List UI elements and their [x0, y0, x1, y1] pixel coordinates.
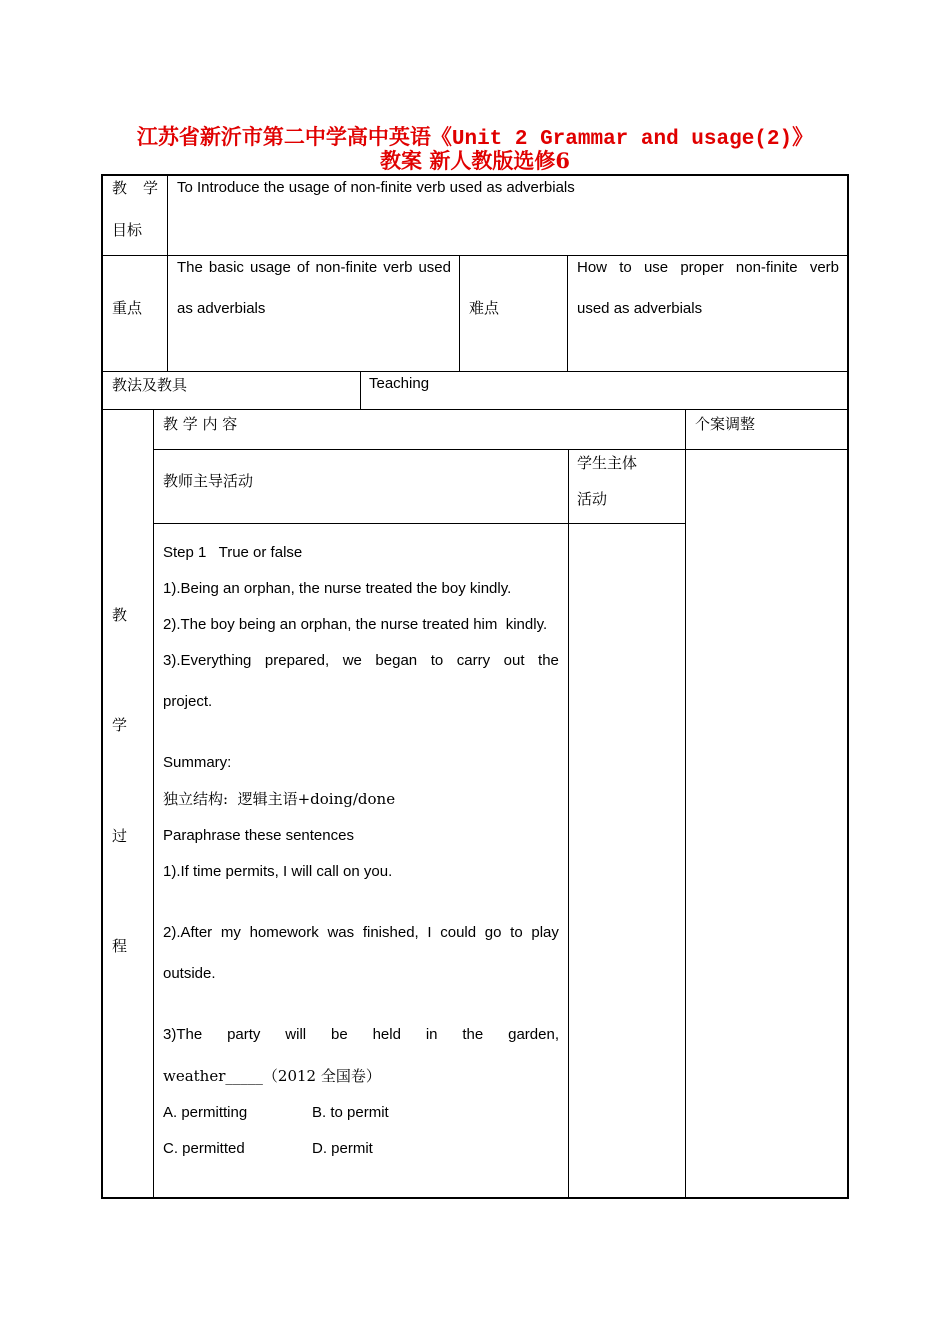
- word: use: [643, 259, 669, 276]
- process-side-label-2: 学: [112, 716, 128, 734]
- word: my: [220, 924, 241, 941]
- table-border-top: [102, 174, 849, 176]
- paraphrase-heading: Paraphrase these sentences: [163, 827, 354, 844]
- option-d: D. permit: [312, 1140, 373, 1157]
- word: I: [427, 924, 432, 941]
- col-divider-label: [167, 175, 168, 371]
- word: to: [619, 259, 632, 276]
- key-point-text-line-2: as adverbials: [177, 300, 266, 317]
- word: party: [227, 1026, 261, 1043]
- word: 3)The: [163, 1026, 203, 1043]
- word: non-finite: [315, 259, 378, 276]
- paraphrase-2-line-2: outside.: [163, 965, 216, 982]
- student-activity-header-line-1: 学生主体: [577, 454, 638, 472]
- document-title-line-2: 教案 新人教版选修6: [380, 148, 570, 173]
- absolute-structure-note: 独立结构: 逻辑主语+doing/done: [163, 790, 396, 808]
- row-divider-5: [153, 523, 685, 524]
- process-side-label-1: 教: [112, 606, 128, 624]
- row-divider-2: [102, 371, 848, 372]
- word: homework: [249, 924, 319, 941]
- key-point-text-line-1: [177, 259, 451, 277]
- word: The: [177, 259, 203, 276]
- student-activity-header-line-2: 活动: [577, 490, 608, 508]
- word: non-finite: [735, 259, 798, 276]
- adjust-header: 个案调整: [695, 415, 756, 433]
- word: basic: [208, 259, 244, 276]
- objective-text: To Introduce the usage of non-finite verb used as adverbials: [177, 179, 575, 196]
- word: proper: [680, 259, 724, 276]
- teacher-activity-header: 教师主导活动: [163, 472, 254, 490]
- difficulty-text-line-2: used as adverbials: [577, 300, 703, 317]
- row-divider-1: [102, 255, 848, 256]
- word: we: [342, 652, 362, 669]
- title-unit: Unit 2 Grammar and usage(2): [451, 128, 793, 151]
- option-b: B. to permit: [312, 1104, 389, 1121]
- table-border-bottom: [102, 1197, 849, 1199]
- title-suffix: 》: [792, 124, 814, 149]
- word: could: [440, 924, 477, 941]
- paraphrase-1: 1).If time permits, I will call on you.: [163, 863, 393, 880]
- word: usage: [249, 259, 291, 276]
- word: began: [375, 652, 418, 669]
- option-c: C. permitted: [163, 1140, 245, 1157]
- row-divider-3: [102, 409, 848, 410]
- objective-label-line-2: 目标: [112, 221, 143, 239]
- difficulty-label: 难点: [469, 299, 500, 317]
- word: held: [372, 1026, 401, 1043]
- sentence-2: 2).The boy being an orphan, the nurse treated him kindly.: [163, 616, 548, 633]
- col-divider-key-right: [459, 256, 460, 371]
- question-3-line-1: [163, 1026, 559, 1044]
- word: 3).Everything: [163, 652, 252, 669]
- word: go: [484, 924, 502, 941]
- col-divider-student: [568, 450, 569, 1198]
- word: prepared,: [264, 652, 330, 669]
- content-header: 教 学 内 容: [163, 415, 238, 433]
- word: be: [331, 1026, 348, 1043]
- question-3-line-2: weather_____（2012 全国卷）: [163, 1067, 381, 1085]
- table-border-left: [101, 174, 103, 1199]
- title-prefix: 江苏省新沂市第二中学高中英语《: [136, 124, 452, 149]
- process-side-label-3: 过: [112, 827, 128, 845]
- word: used: [418, 259, 451, 276]
- word: out: [503, 652, 525, 669]
- sentence-1: 1).Being an orphan, the nurse treated the boy kindly.: [163, 580, 512, 597]
- word: 2).After: [163, 924, 213, 941]
- word: of: [296, 259, 310, 276]
- word: garden,: [508, 1026, 559, 1043]
- paraphrase-2-line-1: [163, 924, 559, 942]
- step-1-heading: Step 1 True or false: [163, 544, 303, 561]
- word: finished,: [362, 924, 419, 941]
- table-border-right: [847, 174, 849, 1199]
- row-divider-4: [153, 449, 848, 450]
- col-divider-diff-label: [567, 256, 568, 371]
- word: carry: [456, 652, 491, 669]
- word: in: [425, 1026, 438, 1043]
- col-divider-process-side: [153, 410, 154, 1198]
- sentence-3-line-2: project.: [163, 693, 213, 710]
- method-label: 教法及教具: [112, 376, 188, 394]
- difficulty-text-line-1: [577, 259, 839, 277]
- word: verb: [809, 259, 839, 276]
- word: play: [531, 924, 559, 941]
- col-divider-method: [360, 372, 361, 409]
- word: How: [577, 259, 608, 276]
- option-a: A. permitting: [163, 1104, 248, 1121]
- objective-label-line-1: 教 学: [112, 179, 158, 197]
- word: will: [285, 1026, 307, 1043]
- word: the: [538, 652, 559, 669]
- word: to: [430, 652, 444, 669]
- method-value: Teaching: [369, 375, 430, 392]
- process-side-label-4: 程: [112, 937, 128, 955]
- word: was: [327, 924, 355, 941]
- col-divider-adjust: [685, 410, 686, 1198]
- sentence-3-line-1: [163, 652, 559, 670]
- word: to: [510, 924, 523, 941]
- word: verb: [383, 259, 413, 276]
- summary-heading: Summary:: [163, 754, 232, 771]
- word: the: [462, 1026, 484, 1043]
- key-point-label: 重点: [112, 299, 143, 317]
